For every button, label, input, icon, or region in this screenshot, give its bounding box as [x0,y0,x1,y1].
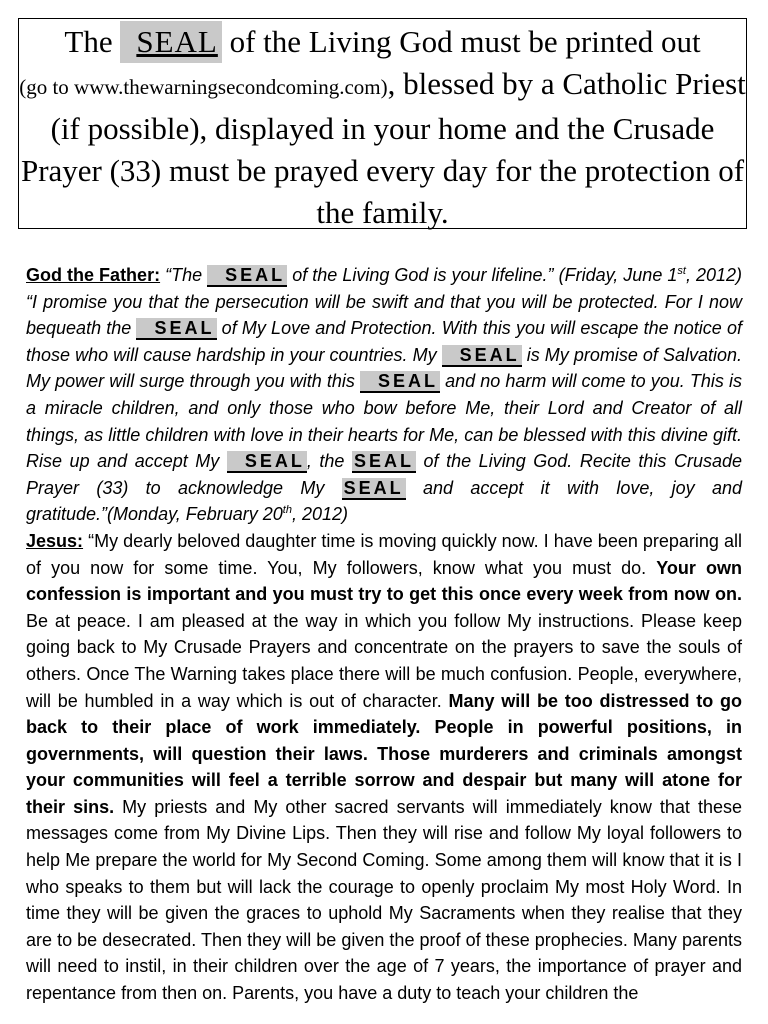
text-run: is My promise of Salvation. My power will surge through you with this [26,344,743,392]
text-run: My priests and My other sacred servants will immediately know that these messages come from My Divine Lips. Then they will rise and follow My loyal followers to help Me prepare the world for My Second Coming. Some among them will know that it is I who speaks to them but will lack the courage to openly proclaim My most Holy Word. In time they will be given the graces to uphold My Sacraments when they realise that they are to be desecrated. Then they will be given the proof of these prophecies. Many parents will need to instil, in their children over the age of 7 years, the importance of prayer and repentance from then on. Parents, you have a duty to teach your children the [26,796,743,1004]
seal-highlight: SEAL [227,451,307,473]
text-run: Be at peace. I am pleased at the way in which you follow My instructions. Please keep going back to My Crusade Prayers and concentrate on the prayers to save the souls of others. Once The Warning takes place there will be much confusion. People, everywhere, will be humbled in a way which is out of character. [26,610,742,711]
ordinal-suffix: th [282,504,292,517]
seal-highlight: SEAL [343,477,404,498]
bold-text-run: Your own confession is important and you must try to get this once every week from now on. [26,557,742,605]
notice-line1: of the Living God must be printed out [221,24,701,59]
ordinal-suffix: st [677,265,686,277]
text-run: of the Living God is your lifeline.” (Friday, June 1 [287,265,678,285]
seal-highlight: SEAL [360,371,440,393]
seal-highlight: SEAL [442,345,522,367]
notice-the: The [64,24,121,59]
speaker-label: Jesus: [26,530,84,551]
jesus-paragraph [26,528,742,1007]
seal-highlight: SEAL [353,451,414,472]
text-run: of My Love and Protection. With this you will escape the notice of those who will cause hardship in your countries. My [26,318,743,365]
seal-notice-box [18,18,747,229]
message-body [26,262,742,1007]
text-run: and accept it with love, joy and gratitude.”(Monday, February 20 [26,477,743,525]
text-run: of the Living God. Recite this Crusade Prayer (33) to acknowledge My [26,451,742,498]
notice-url: (go to www.thewarningsecondcoming.com) [19,75,388,99]
seal-highlight: SEAL [207,265,287,287]
god-the-father-paragraph [26,262,742,528]
notice-line2: , blessed by a Catholic Priest (if possible), displayed in your home and the Crusade Prayer (33) must be prayed every day for the protection of the family. [20,66,746,230]
text-run: , 2012) “I promise you that the persecution will be swift and that you will be protected. For I now bequeath the [26,265,743,339]
seal-highlight: SEAL [120,21,222,63]
text-run: “The [160,265,208,285]
text-run: “My dearly beloved daughter time is moving quickly now. I have been preparing all of you now for some time. You, My followers, know what you must do. [26,530,742,578]
bold-text-run: Many will be too distressed to go back to their place of work immediately. People in powerful positions, in governments, will question their laws. Those murderers and criminals amongst your communities will feel a terrible sorrow and despair but many will atone for their sins. [26,690,742,817]
text-run: and no harm will come to you. This is a miracle children, and only those who bow before Me, their Lord and Creator of all things, as little children with love in their hearts for Me, can be blessed with this divine gift. Rise up and accept My [26,371,743,472]
seal-highlight: SEAL [136,318,216,340]
text-run: , 2012) [291,504,349,525]
speaker-label: God the Father: [26,265,161,285]
text-run: , the [306,451,352,472]
